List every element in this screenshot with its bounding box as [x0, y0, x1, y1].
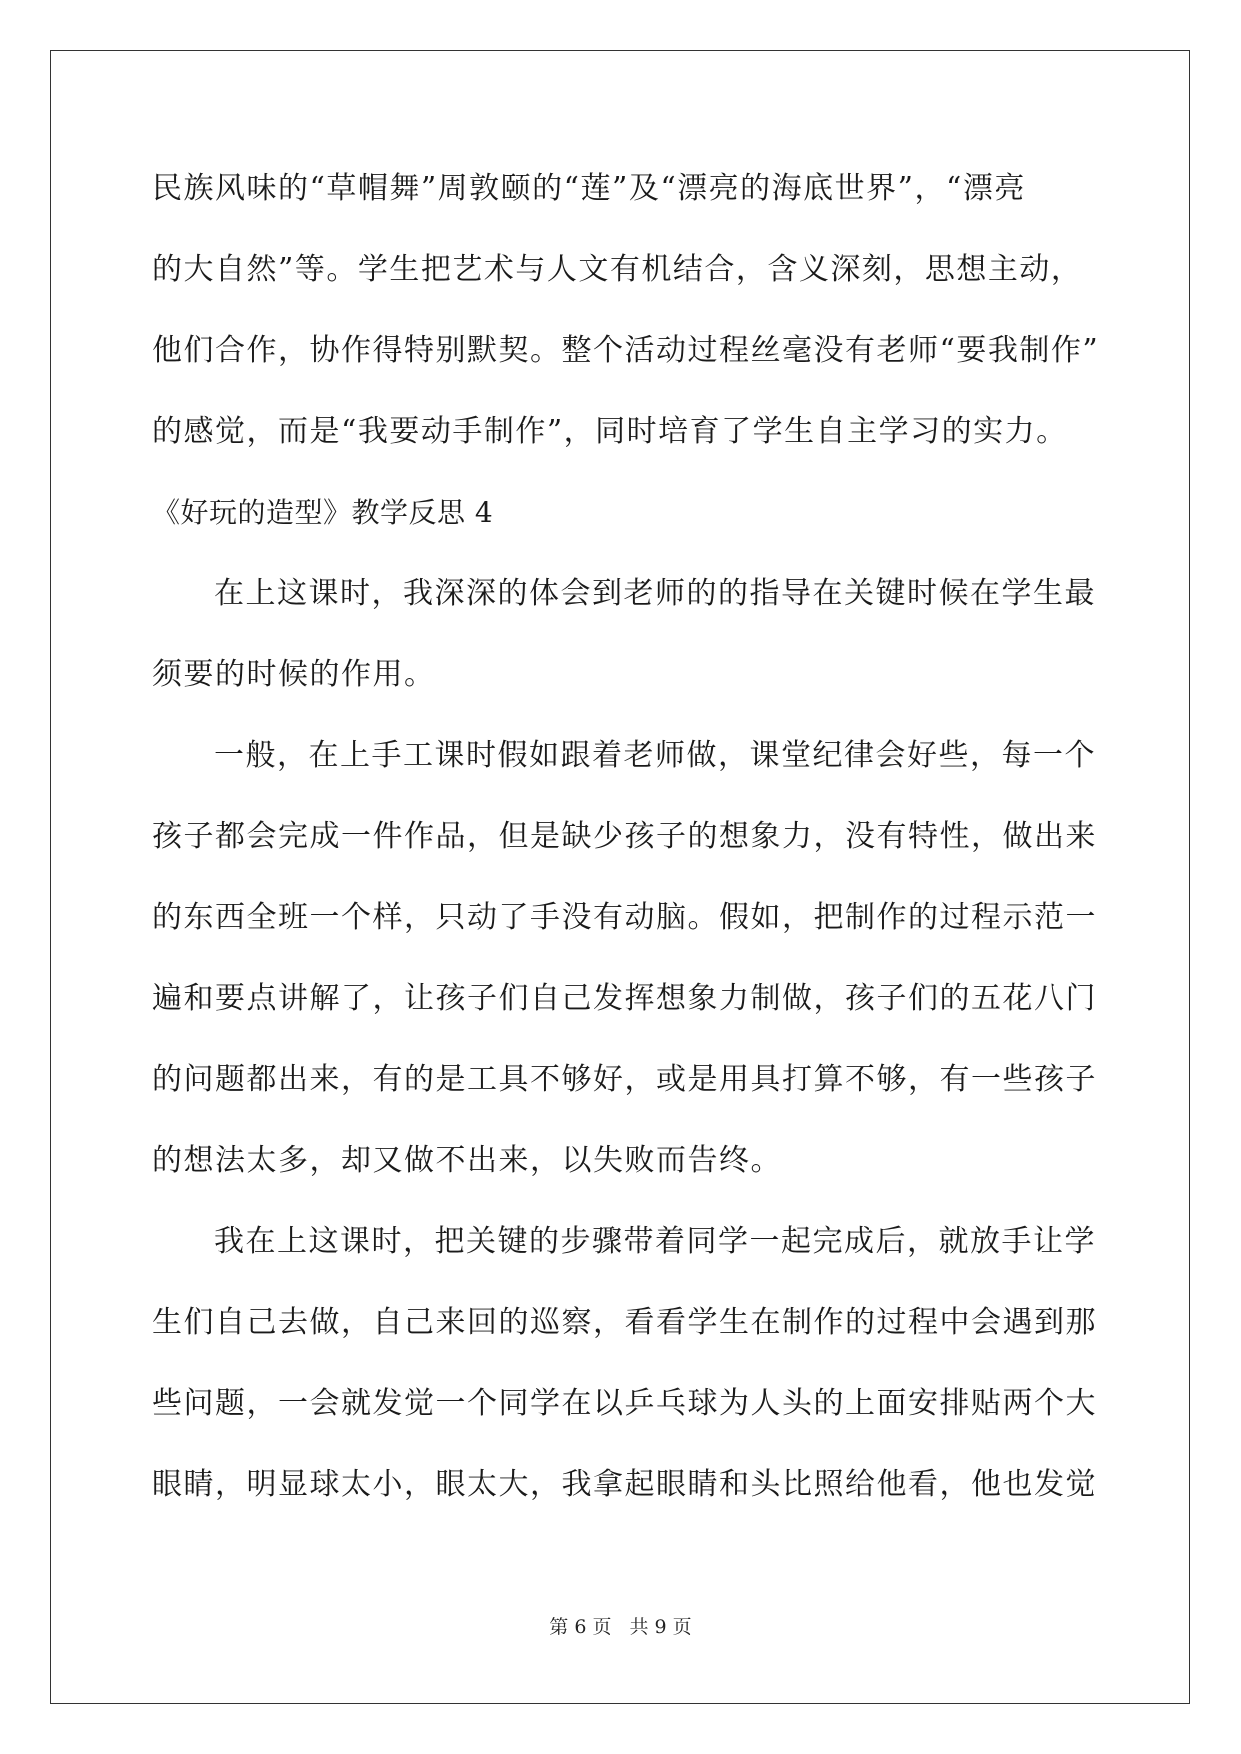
text-line: 的问题都出来，有的是工具不够好，或是用具打算不够，有一些孩子 — [152, 1062, 1097, 1097]
page-footer — [0, 1612, 1241, 1639]
page-number: 第 6 页 — [549, 1616, 612, 1638]
text-line: 些问题，一会就发觉一个同学在以乒乓球为人头的上面安排贴两个大 — [152, 1386, 1097, 1421]
text-line: 我在上这课时，把关键的步骤带着同学一起完成后，就放手让学 — [214, 1224, 1096, 1259]
text-line: 眼睛，明显球太小，眼太大，我拿起眼睛和头比照给他看，他也发觉 — [152, 1467, 1097, 1502]
text-line: 的大自然”等。学生把艺术与人文有机结合，含义深刻，思想主动， — [152, 252, 1083, 287]
text-line: 的感觉，而是“我要动手制作”，同时培育了学生自主学习的实力。 — [152, 414, 1068, 449]
text-line: 民族风味的“草帽舞”周敦颐的“莲”及“漂亮的海底世界”，“漂亮 — [152, 171, 1026, 206]
document-body — [152, 148, 1100, 1525]
text-line: 的想法太多，却又做不出来，以失败而告终。 — [152, 1143, 782, 1178]
total-pages: 共 9 页 — [629, 1616, 692, 1638]
text-line: 他们合作，协作得特别默契。整个活动过程丝毫没有老师“要我制作” — [152, 333, 1100, 368]
text-line: 须要的时候的作用。 — [152, 657, 436, 692]
text-line: 遍和要点讲解了，让孩子们自己发挥想象力制做，孩子们的五花八门 — [152, 981, 1097, 1016]
text-line: 的东西全班一个样，只动了手没有动脑。假如，把制作的过程示范一 — [152, 900, 1097, 935]
section-heading: 《好玩的造型》教学反思 4 — [152, 496, 494, 529]
text-line: 在上这课时，我深深的体会到老师的的指导在关键时候在学生最 — [214, 576, 1096, 611]
text-line: 一般，在上手工课时假如跟着老师做，课堂纪律会好些，每一个 — [214, 738, 1096, 773]
text-line: 生们自己去做，自己来回的巡察，看看学生在制作的过程中会遇到那 — [152, 1305, 1097, 1340]
text-line: 孩子都会完成一件作品，但是缺少孩子的想象力，没有特性，做出来 — [152, 819, 1097, 854]
